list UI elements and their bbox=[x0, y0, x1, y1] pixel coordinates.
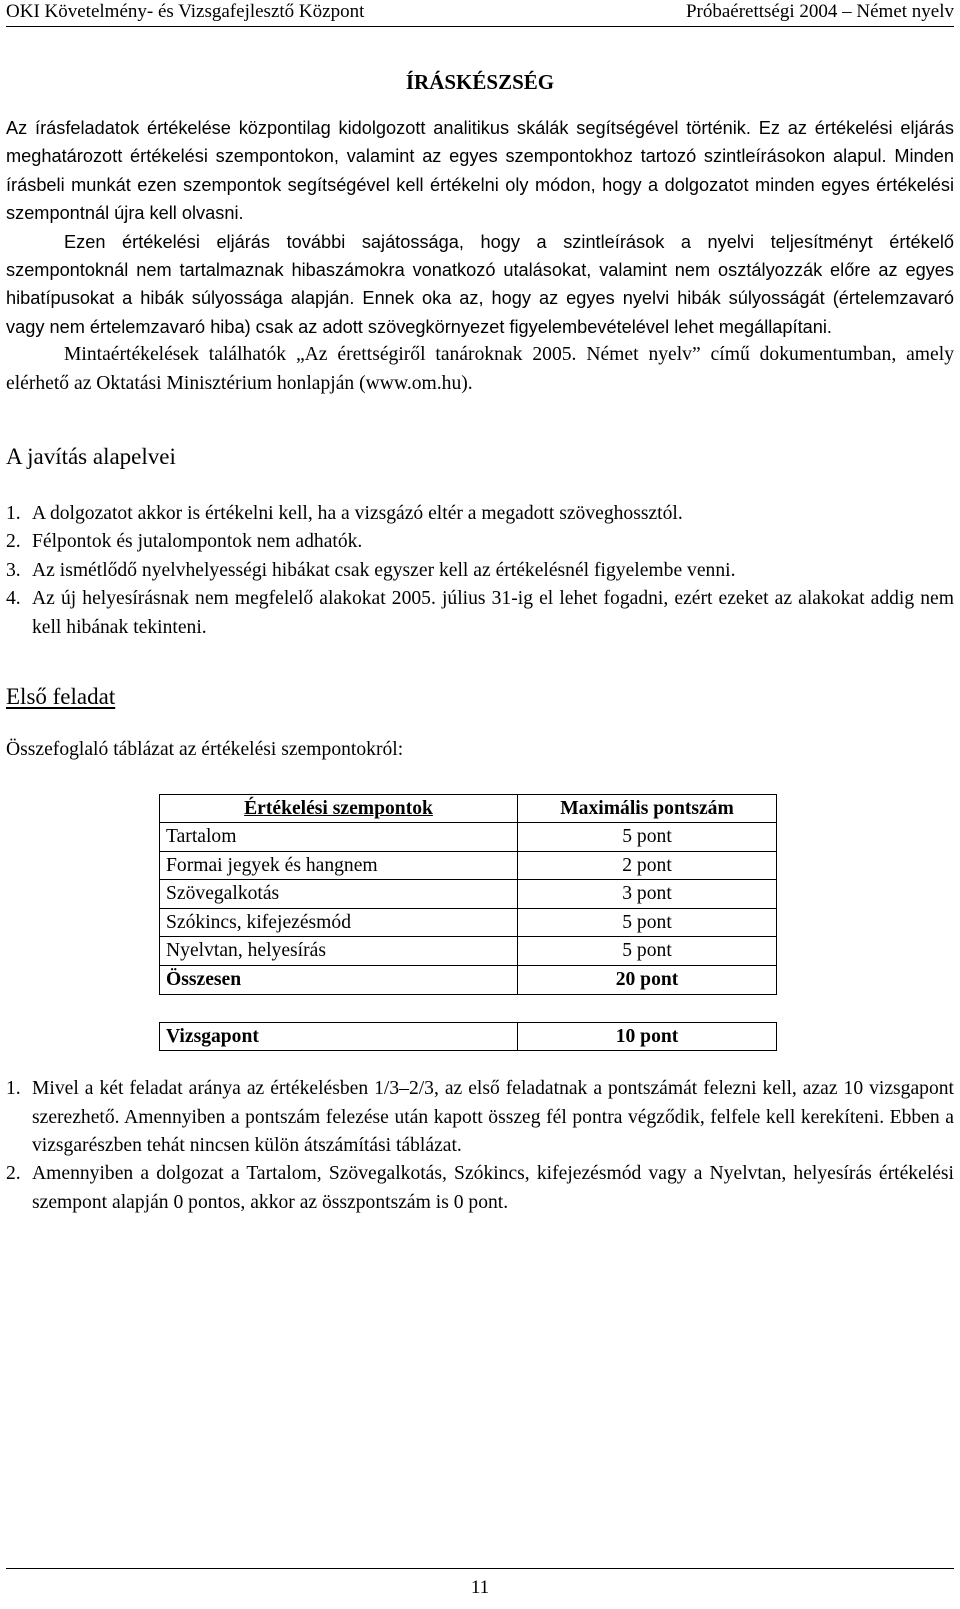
principles-list bbox=[6, 500, 954, 642]
note-item: 1. Mivel a két feladat aránya az értékelésben 1/3–2/3, az első feladatnak a pontszámát felezni kell, azaz 10 vizsgapont szerezhető. Amennyiben a pontszám felezése után kapott összeg fél pontra végződik, felfele kell kerekíteni. Ebben a vizsgarészben tehát nincsen külön átszámítási táblázat. bbox=[6, 1078, 954, 1157]
scoring-table bbox=[159, 794, 777, 1052]
table-row: Szókincs, kifejezésmód 5 pont bbox=[160, 908, 777, 937]
table-row: Formai jegyek és hangnem 2 pont bbox=[160, 851, 777, 880]
section-title: ÍRÁSKÉSZSÉG bbox=[405, 70, 555, 94]
header-exam-title: Próbaérettségi 2004 – Német nyelv bbox=[685, 1, 954, 22]
page-number: 11 bbox=[470, 1577, 490, 1598]
intro-paragraph-1: Az írásfeladatok értékelése központilag kidolgozott analitikus skálák segítségével történik. Ez az értékelési eljárás meghatározott értékelési szempontokon, valamint az egyes szempontokhoz tartozó szintleírásokon alapul. Minden írásbeli munkát ezen szempontok segítségével kell értékelni oly módon, hogy a dolgozatot minden egyes értékelési szempontnál újra kell olvasni. bbox=[6, 118, 954, 224]
table-row: Tartalom 5 pont bbox=[160, 823, 777, 852]
principle-item: 1. A dolgozatot akkor is értékelni kell, ha a vizsgázó eltér a megadott szöveghossztól. bbox=[6, 503, 683, 525]
notes-list bbox=[6, 1075, 954, 1217]
principle-item: 2. Félpontok és jutalompontok nem adhatók. bbox=[6, 531, 363, 553]
table-spacer-row bbox=[160, 994, 777, 1022]
header-institution: OKI Követelmény- és Vizsgafejlesztő Központ bbox=[6, 1, 365, 22]
page-header bbox=[6, 0, 954, 27]
intro-paragraph-3: Mintaértékelések találhatók „Az érettségiről tanároknak 2005. Német nyelv” című dokumentumban, amely elérhető az Oktatási Minisztérium honlapján (www.om.hu). bbox=[6, 344, 954, 394]
intro-paragraph-2: Ezen értékelési eljárás további sajátossága, hogy a szintleírások a nyelvi teljesítményt értékelő szempontoknál nem tartalmaznak hibaszámokra vonatkozó utalásokat, valamint nem osztályozzák előre az egyes hibatípusokat a hibák súlyossága alapján. Ennek oka az, hogy az egyes nyelvi hibák súlyosságát (értelemzavaró vagy nem értelemzavaró hiba) csak az adott szövegkörnyezet figyelembevételével lehet megállapítani. bbox=[6, 231, 954, 337]
table-row: Szövegalkotás 3 pont bbox=[160, 880, 777, 909]
task-heading: Első feladat bbox=[6, 684, 116, 710]
note-item: 2. Amennyiben a dolgozat a Tartalom, Szövegalkotás, Szókincs, kifejezésmód vagy a Nyelvtan, helyesírás értékelési szempont alapján 0 pontos, akkor az összpontszám is 0 pont. bbox=[6, 1163, 954, 1213]
table-row: Nyelvtan, helyesírás 5 pont bbox=[160, 937, 777, 966]
table-header-row bbox=[160, 794, 777, 823]
table-header-criteria: Értékelési szempontok bbox=[160, 794, 518, 823]
table-exam-row: Vizsgapont 10 pont bbox=[160, 1022, 777, 1051]
page-footer bbox=[6, 1568, 954, 1601]
table-total-row: Összesen 20 pont bbox=[160, 966, 777, 995]
summary-label: Összefoglaló táblázat az értékelési szempontokról: bbox=[6, 739, 404, 761]
principle-item: 4. Az új helyesírásnak nem megfelelő alakokat 2005. július 31-ig el lehet fogadni, ezért ezeket az alakokat addig nem kell hibának tekinteni. bbox=[6, 588, 954, 638]
page-content bbox=[6, 68, 954, 1217]
table-header-max: Maximális pontszám bbox=[518, 794, 777, 823]
principle-item: 3. Az ismétlődő nyelvhelyességi hibákat csak egyszer kell az értékelésnél figyelembe venni. bbox=[6, 559, 736, 581]
principles-heading: A javítás alapelvei bbox=[6, 444, 176, 470]
